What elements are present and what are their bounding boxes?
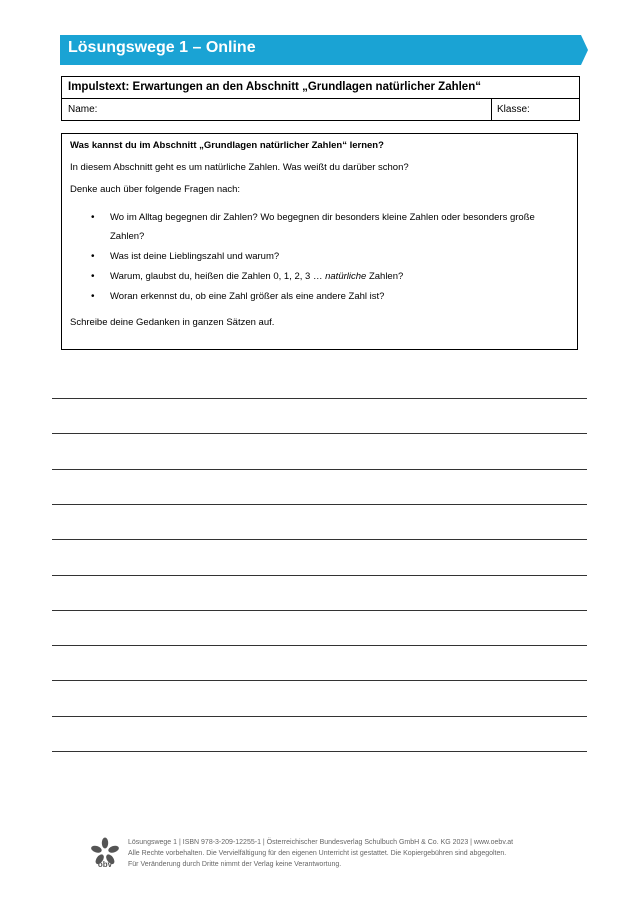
footer-line-2: Alle Rechte vorbehalten. Die Vervielfältigung für den eigenen Unterricht ist gestattet. Die Kopiergebühren sind abgegolten.: [128, 850, 507, 857]
page-title: Lösungswege 1 – Online: [68, 39, 256, 56]
logo-text: öbv: [97, 860, 113, 869]
name-label: Name:: [68, 104, 98, 115]
list-item: [88, 287, 558, 306]
writing-line[interactable]: [52, 645, 587, 646]
footer: [128, 837, 513, 870]
class-field[interactable]: [492, 99, 579, 120]
list-item: [88, 247, 558, 266]
task-box: [61, 133, 578, 350]
bullet-icon: •: [91, 291, 95, 302]
class-label: Klasse:: [497, 104, 530, 115]
writing-line[interactable]: [52, 751, 587, 752]
worksheet-title: Impulstext: Erwartungen an den Abschnitt „Grundlagen natürlicher Zahlen“: [62, 77, 579, 99]
task-instruction: Schreibe deine Gedanken in ganzen Sätzen auf.: [70, 317, 275, 328]
footer-line-3: Für Veränderung durch Dritte nimmt der Verlag keine Verantwortung.: [128, 861, 342, 868]
bullet-icon: •: [91, 271, 95, 282]
writing-line[interactable]: [52, 469, 587, 470]
writing-line[interactable]: [52, 398, 587, 399]
list-item: [88, 267, 558, 286]
worksheet-header: [61, 76, 580, 121]
footer-line-1: Lösungswege 1 | ISBN 978-3-209-12255-1 | Österreichischer Bundesverlag Schulbuch GmbH & Co. KG 2023 | www.oebv.at: [128, 839, 514, 846]
writing-line[interactable]: [52, 716, 587, 717]
list-item-text: Was ist deine Lieblingszahl und warum?: [110, 251, 280, 262]
task-prompt: Denke auch über folgende Fragen nach:: [70, 184, 241, 195]
student-info-row: [62, 99, 579, 120]
task-question: Was kannst du im Abschnitt „Grundlagen natürlicher Zahlen“ lernen?: [70, 140, 384, 151]
list-item-text: Woran erkennst du, ob eine Zahl größer als eine andere Zahl ist?: [110, 291, 385, 302]
task-intro: In diesem Abschnitt geht es um natürliche Zahlen. Was weißt du darüber schon?: [70, 162, 409, 173]
oebv-logo-icon: [90, 837, 120, 869]
writing-line[interactable]: [52, 680, 587, 681]
name-field[interactable]: [62, 99, 492, 120]
list-item: [88, 208, 558, 246]
list-item-text: Warum, glaubst du, heißen die Zahlen 0, 1, 2, 3 …: [110, 271, 326, 282]
list-item-text: Wo im Alltag begegnen dir Zahlen? Wo begegnen dir besonders kleine Zahlen oder besonders große: [110, 212, 535, 223]
writing-line[interactable]: [52, 504, 587, 505]
bullet-icon: •: [91, 251, 95, 262]
question-list: [88, 208, 558, 307]
writing-line[interactable]: [52, 610, 587, 611]
list-item-emphasis: natürliche: [325, 271, 367, 282]
bullet-icon: •: [91, 212, 95, 223]
list-item-text-end: Zahlen?: [366, 271, 404, 282]
writing-line[interactable]: [52, 539, 587, 540]
list-item-text-cont: Zahlen?: [110, 231, 145, 242]
writing-line[interactable]: [52, 433, 587, 434]
writing-line[interactable]: [52, 575, 587, 576]
title-banner: [60, 35, 588, 65]
